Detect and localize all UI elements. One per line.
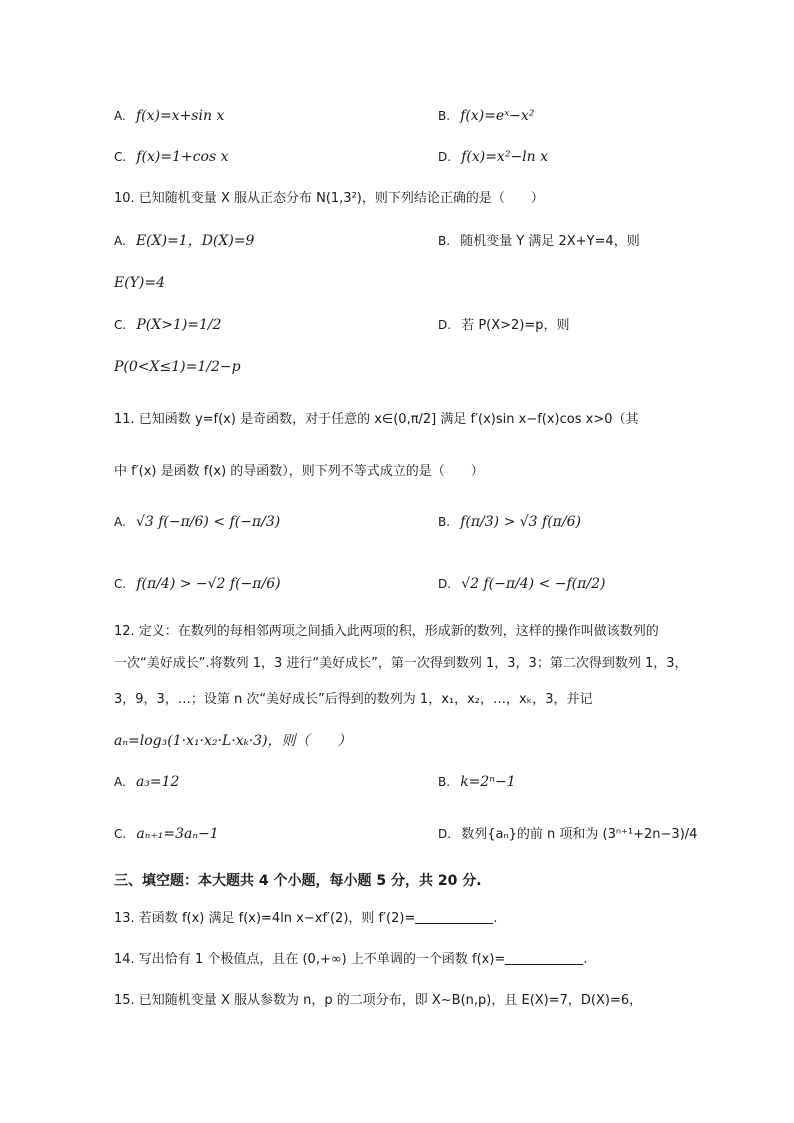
q11-option-d [438,574,738,595]
q11-option-b [438,512,738,533]
q14-end: . [583,952,588,967]
option-label: B. [438,515,451,529]
option-label: C. [114,577,127,591]
q12-stem-line4: aₙ=log₃(1·x₁·x₂·L·xₖ·3)，则（ ） [114,733,352,749]
q10-option-b-continued: E(Y)=4 [114,275,166,291]
math-expression: E(X)=1，D(X)=9 [135,233,255,249]
q12-option-d [438,824,738,845]
q12-stem-line3: 3，9，3，…；设第 n 次“美好成长”后得到的数列为 1，x₁，x₂，…，xₖ，3，并记 [114,692,593,707]
math-expression: k=2ⁿ−1 [460,774,516,790]
q9-option-d [438,147,738,168]
q12-stem-line2: 一次“美好成长”.将数列 1，3 进行“美好成长”，第一次得到数列 1，3，3；第二次得到数列 1，3， [114,656,688,671]
option-label: B. [438,775,451,789]
math-expression: f(π/3) > √3 f(π/6) [460,514,581,530]
math-expression: f(x)=x²−ln x [461,149,549,165]
answer-blank[interactable] [415,909,493,924]
math-expression: aₙ₊₁=3aₙ−1 [136,826,219,842]
q12-option-b [438,772,738,793]
q10-option-d [438,315,738,336]
option-label: A. [114,109,126,123]
option-label: A. [114,234,126,248]
q10-option-d-continued: P(0<X≤1)=1/2−p [114,359,241,375]
math-expression: f(π/4) > −√2 f(−π/6) [136,576,281,592]
option-label: D. [438,150,452,164]
option-label: B. [438,109,451,123]
option-text: 随机变量 Y 满足 2X+Y=4，则 [460,234,640,249]
q11-stem: 11. 已知函数 y=f(x) 是奇函数，对于任意的 x∈(0,π/2] 满足 f′(x)sin x−f(x)cos x>0（其 [114,412,639,427]
option-label: A. [114,775,126,789]
option-text: 若 P(X>2)=p，则 [461,318,570,333]
option-label: D. [438,318,452,332]
option-label: C. [114,318,127,332]
option-label: C. [114,150,127,164]
q11-stem-line2: 中 f′(x) 是函数 f(x) 的导函数），则下列不等式成立的是（ ） [114,464,484,479]
option-label: C. [114,827,127,841]
option-label: D. [438,577,452,591]
math-expression: √3 f(−π/6) < f(−π/3) [135,514,281,530]
q14 [114,950,714,970]
option-label: A. [114,515,126,529]
q10-stem: 10. 已知随机变量 X 服从正态分布 N(1,3²)，则下列结论正确的是（ ） [114,191,544,206]
math-expression: f(x)=eˣ−x² [460,108,535,124]
math-expression: a₃=12 [135,774,180,790]
option-label: B. [438,234,451,248]
math-expression: P(X>1)=1/2 [136,317,222,333]
answer-blank[interactable] [505,950,583,965]
option-text: 数列{aₙ}的前 n 项和为 (3ⁿ⁺¹+2n−3)/4 [461,827,698,842]
q9-option-b [438,106,738,127]
math-expression: √2 f(−π/4) < −f(π/2) [461,576,606,592]
q13 [114,909,714,929]
math-expression: f(x)=x+sin x [135,108,225,124]
q13-end: . [493,911,498,926]
q12-stem-line1: 12. 定义：在数列的每相邻两项之间插入此两项的积，形成新的数列，这样的操作叫做该数列的 [114,624,659,639]
section-heading: 三、填空题：本大题共 4 个小题，每小题 5 分，共 20 分. [114,873,482,889]
option-label: D. [438,827,452,841]
q15-stem: 15. 已知随机变量 X 服从参数为 n，p 的二项分布，即 X~B(n,p)，且 E(X)=7，D(X)=6， [114,993,643,1008]
q13-text: 13. 若函数 f(x) 满足 f(x)=4ln x−xf′(2)，则 f′(2)= [114,911,416,926]
q10-option-b [438,231,738,252]
q14-text: 14. 写出恰有 1 个极值点，且在 (0,+∞) 上不单调的一个函数 f(x)= [114,952,506,967]
math-expression: f(x)=1+cos x [136,149,229,165]
